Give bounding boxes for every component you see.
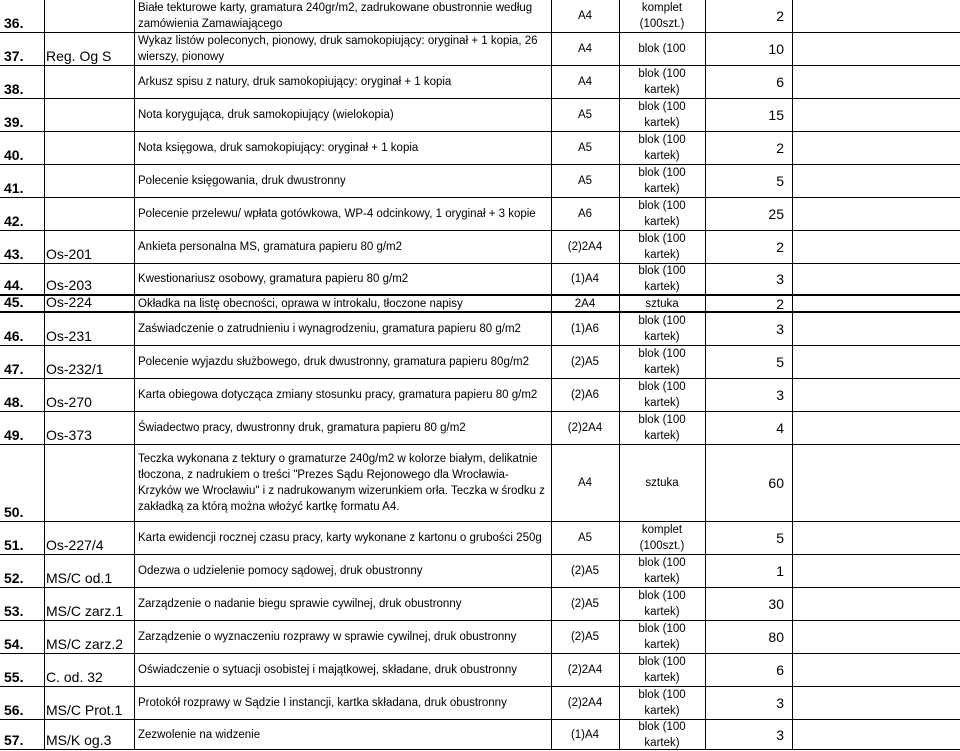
form-description: Kwestionariusz osobowy, gramatura papieru 80 g/m2: [138, 273, 409, 285]
column-divider: [134, 132, 135, 164]
column-divider: [705, 522, 706, 554]
unit-line: kartek): [644, 397, 680, 409]
column-divider: [134, 66, 135, 98]
form-description: Odezwa o udzielenie pomocy sądowej, druk obustronny: [138, 565, 423, 577]
column-divider: [705, 132, 706, 164]
column-divider: [792, 66, 793, 98]
form-symbol: Os-270: [46, 394, 92, 410]
column-divider: [44, 445, 45, 521]
form-description: Wykaz listów poleconych, pionowy, druk samokopiujący: oryginał + 1 kopia, 26 wierszy, pionowy: [138, 35, 538, 63]
unit-line: (100szt.): [639, 18, 685, 30]
table-row: [0, 687, 960, 720]
column-divider: [705, 555, 706, 587]
column-divider: [792, 231, 793, 263]
paper-format: A5: [577, 532, 593, 544]
quantity: 2: [776, 140, 784, 156]
column-divider: [44, 296, 45, 311]
column-divider: [44, 654, 45, 686]
unit-line: blok (100: [638, 623, 686, 635]
table-row: [0, 720, 960, 750]
unit-line: blok (100: [638, 590, 686, 602]
column-divider: [705, 346, 706, 378]
column-divider: [792, 99, 793, 131]
unit-line: kartek): [644, 281, 680, 293]
unit-line: blok (100: [638, 720, 686, 733]
row-number: 52.: [4, 570, 24, 586]
row-number: 49.: [4, 427, 24, 443]
form-symbol: MS/C zarz.2: [46, 636, 124, 652]
form-description: Świadectwo pracy, dwustronny druk, gramatura papieru 80 g/m2: [138, 422, 466, 434]
column-divider: [134, 687, 135, 719]
table-row: [0, 132, 960, 165]
unit-line: kartek): [644, 736, 680, 749]
form-description: Protokół rozprawy w Sądzie I instancji, kartka składana, druk obustronny: [138, 697, 507, 709]
unit-line: blok (100: [638, 656, 686, 668]
table-row: [0, 231, 960, 264]
column-divider: [134, 165, 135, 197]
row-number: 54.: [4, 636, 24, 652]
unit-line: kartek): [644, 150, 680, 162]
form-description: Białe tekturowe karty, gramatura 240gr/m2, zadrukowane obustronnie według zamówienia Zamawiającego: [138, 2, 533, 30]
form-symbol: Reg. Og S: [46, 48, 112, 64]
quantity: 3: [776, 387, 784, 403]
column-divider: [134, 379, 135, 411]
column-divider: [134, 654, 135, 686]
table-row: [0, 99, 960, 132]
table-row: [0, 654, 960, 687]
form-description: Karta obiegowa dotycząca zmiany stosunku pracy, gramatura papieru 80 g/m2: [138, 389, 538, 401]
column-divider: [792, 33, 793, 65]
unit-of-measure: [620, 621, 704, 653]
form-description: Zarządzenie o wyznaczeniu rozprawy w sprawie cywilnej, druk obustronny: [138, 631, 517, 643]
paper-format: A6: [577, 208, 593, 220]
table-row: [0, 555, 960, 588]
column-divider: [134, 296, 135, 311]
column-divider: [705, 720, 706, 749]
column-divider: [705, 231, 706, 263]
column-divider: [44, 588, 45, 620]
row-number: 42.: [4, 213, 24, 229]
form-symbol: Os-373: [46, 427, 92, 443]
unit-line: sztuka: [645, 477, 679, 489]
column-divider: [44, 0, 45, 32]
row-number: 43.: [4, 246, 24, 262]
unit-line: kartek): [644, 84, 680, 96]
quantity: 10: [768, 41, 784, 57]
unit-line: komplet: [641, 524, 683, 536]
column-divider: [134, 555, 135, 587]
unit-line: kartek): [644, 249, 680, 261]
column-divider: [705, 0, 706, 32]
form-symbol: [46, 99, 132, 131]
form-description: Zaświadczenie o zatrudnieniu i wynagrodzeniu, gramatura papieru 80 g/m2: [138, 323, 521, 335]
row-number: 45.: [4, 294, 24, 310]
column-divider: [134, 621, 135, 653]
unit-of-measure: [620, 654, 704, 686]
column-divider: [44, 165, 45, 197]
unit-of-measure: [620, 33, 704, 65]
form-description: Polecenie wyjazdu służbowego, druk dwustronny, gramatura papieru 80g/m2: [138, 356, 530, 368]
unit-line: kartek): [644, 117, 680, 129]
table-row: [0, 621, 960, 654]
quantity: 80: [768, 629, 784, 645]
unit-of-measure: [620, 198, 704, 230]
table-row: [0, 346, 960, 379]
quantity: 6: [776, 74, 784, 90]
unit-line: blok (100: [638, 315, 686, 327]
column-divider: [705, 198, 706, 230]
paper-format: 2A4: [574, 297, 596, 310]
quantity: 30: [768, 596, 784, 612]
quantity: 1: [776, 563, 784, 579]
form-description: Nota księgowa, druk samokopiujący: oryginał + 1 kopia: [138, 142, 419, 154]
table-row: [0, 33, 960, 66]
unit-of-measure: [620, 296, 704, 311]
unit-line: blok (100: [638, 68, 686, 80]
column-divider: [792, 165, 793, 197]
quantity: 60: [768, 475, 784, 491]
column-divider: [134, 231, 135, 263]
table-row: [0, 313, 960, 346]
paper-format: (2)A6: [570, 389, 600, 401]
unit-line: blok (100: [638, 414, 686, 426]
column-divider: [134, 0, 135, 32]
unit-of-measure: [620, 66, 704, 98]
unit-of-measure: [620, 588, 704, 620]
row-number: 51.: [4, 537, 24, 553]
row-number: 44.: [4, 277, 24, 293]
quantity: 2: [776, 295, 784, 312]
paper-format: (1)A6: [570, 323, 600, 335]
column-divider: [792, 264, 793, 294]
column-divider: [792, 522, 793, 554]
column-divider: [792, 654, 793, 686]
quantity: 6: [776, 662, 784, 678]
column-divider: [792, 412, 793, 444]
unit-line: kartek): [644, 183, 680, 195]
column-divider: [44, 99, 45, 131]
column-divider: [705, 313, 706, 345]
unit-line: blok (100: [638, 348, 686, 360]
form-symbol: Os-201: [46, 246, 92, 262]
table-row: [0, 0, 960, 33]
column-divider: [134, 346, 135, 378]
column-divider: [705, 687, 706, 719]
unit-line: blok (100: [638, 689, 686, 701]
quantity: 15: [768, 107, 784, 123]
column-divider: [705, 264, 706, 294]
unit-of-measure: [620, 379, 704, 411]
form-symbol: MS/C Prot.1: [46, 702, 123, 718]
paper-format: (1)A4: [570, 273, 600, 285]
column-divider: [705, 296, 706, 311]
paper-format: (2)2A4: [567, 697, 603, 709]
column-divider: [134, 522, 135, 554]
form-symbol: [46, 0, 132, 32]
row-number: 56.: [4, 702, 24, 718]
column-divider: [44, 687, 45, 719]
form-description: Polecenie przelewu/ wpłata gotówkowa, WP-4 odcinkowy, 1 oryginał + 3 kopie: [138, 208, 536, 220]
form-description: Zezwolenie na widzenie: [138, 728, 261, 741]
column-divider: [44, 132, 45, 164]
unit-line: kartek): [644, 331, 680, 343]
unit-line: kartek): [644, 705, 680, 717]
paper-format: (2)A5: [570, 565, 600, 577]
column-divider: [792, 379, 793, 411]
form-symbol: [46, 132, 132, 164]
column-divider: [705, 33, 706, 65]
column-divider: [134, 264, 135, 294]
column-divider: [134, 588, 135, 620]
row-number: 36.: [4, 15, 24, 31]
unit-line: kartek): [644, 639, 680, 651]
column-divider: [792, 445, 793, 521]
row-number: 47.: [4, 361, 24, 377]
form-symbol: [46, 165, 132, 197]
quantity: 3: [776, 726, 784, 743]
table-row: [0, 445, 960, 522]
column-divider: [705, 99, 706, 131]
form-symbol: MS/K og.3: [46, 732, 112, 748]
paper-format: (2)A5: [570, 356, 600, 368]
paper-format: A4: [577, 76, 593, 88]
paper-format: A4: [577, 477, 593, 489]
unit-of-measure: [620, 99, 704, 131]
table-row: [0, 522, 960, 555]
column-divider: [44, 346, 45, 378]
column-divider: [44, 33, 45, 65]
row-number: 39.: [4, 114, 24, 130]
row-number: 46.: [4, 328, 24, 344]
table-row: [0, 296, 960, 313]
paper-format: (2)2A4: [567, 422, 603, 434]
column-divider: [44, 379, 45, 411]
unit-of-measure: [620, 132, 704, 164]
form-description: Oświadczenie o sytuacji osobistej i majątkowej, składane, druk obustronny: [138, 664, 518, 676]
unit-line: blok (100: [638, 265, 686, 277]
form-description: Nota korygująca, druk samokopiujący (wielokopia): [138, 109, 394, 121]
unit-line: kartek): [644, 672, 680, 684]
table-row: [0, 588, 960, 621]
column-divider: [134, 33, 135, 65]
row-number: 53.: [4, 603, 24, 619]
row-number: 37.: [4, 48, 24, 64]
form-description: Ankieta personalna MS, gramatura papieru 80 g/m2: [138, 241, 403, 253]
row-number: 55.: [4, 669, 24, 685]
column-divider: [44, 198, 45, 230]
column-divider: [792, 296, 793, 311]
paper-format: (2)A5: [570, 631, 600, 643]
column-divider: [705, 165, 706, 197]
paper-format: A4: [577, 10, 593, 22]
form-symbol: [46, 198, 132, 230]
unit-line: kartek): [644, 216, 680, 228]
column-divider: [44, 66, 45, 98]
unit-line: blok (100: [638, 43, 686, 55]
column-divider: [705, 379, 706, 411]
form-symbol: Os-231: [46, 328, 92, 344]
form-symbol: MS/C zarz.1: [46, 603, 124, 619]
unit-line: komplet: [641, 2, 683, 14]
column-divider: [44, 555, 45, 587]
column-divider: [44, 720, 45, 749]
paper-format: A5: [577, 175, 593, 187]
unit-line: kartek): [644, 606, 680, 618]
column-divider: [792, 132, 793, 164]
quantity: 3: [776, 321, 784, 337]
column-divider: [705, 654, 706, 686]
quantity: 2: [776, 8, 784, 24]
unit-line: blok (100: [638, 101, 686, 113]
unit-of-measure: [620, 412, 704, 444]
unit-of-measure: [620, 555, 704, 587]
quantity: 25: [768, 206, 784, 222]
column-divider: [134, 198, 135, 230]
paper-format: A5: [577, 109, 593, 121]
row-number: 38.: [4, 81, 24, 97]
unit-line: kartek): [644, 573, 680, 585]
form-symbol: Os-203: [46, 277, 92, 293]
column-divider: [44, 412, 45, 444]
unit-line: blok (100: [638, 167, 686, 179]
unit-line: blok (100: [638, 200, 686, 212]
row-number: 50.: [4, 504, 24, 520]
column-divider: [792, 346, 793, 378]
column-divider: [705, 412, 706, 444]
quantity: 5: [776, 173, 784, 189]
column-divider: [134, 445, 135, 521]
column-divider: [44, 522, 45, 554]
row-number: 41.: [4, 180, 24, 196]
unit-of-measure: [620, 0, 704, 32]
form-symbol: MS/C od.1: [46, 570, 113, 586]
paper-format: A4: [577, 43, 593, 55]
unit-line: blok (100: [638, 233, 686, 245]
form-symbol: [46, 445, 132, 521]
unit-line: sztuka: [645, 297, 679, 310]
form-description: Teczka wykonana z tektury o gramaturze 240g/m2 w kolorze białym, delikatnie tłoczona, z nadrukiem o treści "Prezes Sądu Rejonowego dla Wrocławia-Krzyków we Wrocławiu" i z nadrukowanym wizerunkiem orła. Teczka w środku z zakładką za którą można włożyć kartkę formatu A4.: [138, 453, 545, 513]
table-row: [0, 165, 960, 198]
unit-of-measure: [620, 165, 704, 197]
unit-line: kartek): [644, 364, 680, 376]
column-divider: [44, 231, 45, 263]
paper-format: (1)A4: [570, 728, 600, 741]
form-description: Arkusz spisu z natury, druk samokopiujący: oryginał + 1 kopia: [138, 76, 452, 88]
unit-line: blok (100: [638, 381, 686, 393]
form-symbol: C. od. 32: [46, 669, 103, 685]
quantity: 5: [776, 530, 784, 546]
unit-of-measure: [620, 445, 704, 521]
form-description: Okładka na listę obecności, oprawa w introkalu, tłoczone napisy: [138, 297, 463, 310]
column-divider: [705, 445, 706, 521]
column-divider: [44, 264, 45, 294]
column-divider: [705, 621, 706, 653]
unit-of-measure: [620, 687, 704, 719]
paper-format: (2)A5: [570, 598, 600, 610]
column-divider: [705, 66, 706, 98]
form-symbol: Os-232/1: [46, 361, 104, 377]
form-description: Karta ewidencji rocznej czasu pracy, karty wykonane z kartonu o grubości 250g: [138, 532, 542, 544]
quantity: 4: [776, 420, 784, 436]
column-divider: [792, 555, 793, 587]
table-row: [0, 412, 960, 445]
form-symbol: Os-227/4: [46, 537, 104, 553]
unit-of-measure: [620, 264, 704, 294]
quantity: 2: [776, 239, 784, 255]
column-divider: [44, 313, 45, 345]
form-symbol: [46, 66, 132, 98]
table-row: [0, 379, 960, 412]
row-number: 40.: [4, 147, 24, 163]
unit-line: blok (100: [638, 134, 686, 146]
unit-of-measure: [620, 231, 704, 263]
table-row: [0, 198, 960, 231]
unit-line: (100szt.): [639, 540, 685, 552]
column-divider: [792, 0, 793, 32]
column-divider: [792, 313, 793, 345]
column-divider: [792, 621, 793, 653]
column-divider: [792, 687, 793, 719]
column-divider: [792, 720, 793, 749]
unit-of-measure: [620, 313, 704, 345]
column-divider: [44, 621, 45, 653]
column-divider: [792, 198, 793, 230]
column-divider: [134, 99, 135, 131]
paper-format: (2)2A4: [567, 664, 603, 676]
column-divider: [705, 588, 706, 620]
paper-format: A5: [577, 142, 593, 154]
paper-format: (2)2A4: [567, 241, 603, 253]
form-description: Zarządzenie o nadanie biegu sprawie cywilnej, druk obustronny: [138, 598, 462, 610]
row-number: 57.: [4, 732, 24, 748]
form-symbol: Os-224: [46, 294, 92, 310]
unit-of-measure: [620, 346, 704, 378]
quantity: 3: [776, 695, 784, 711]
form-description: Polecenie księgowania, druk dwustronny: [138, 175, 346, 187]
unit-line: blok (100: [638, 557, 686, 569]
column-divider: [134, 720, 135, 749]
table-row: [0, 66, 960, 99]
quantity: 3: [776, 271, 784, 287]
column-divider: [134, 412, 135, 444]
column-divider: [134, 313, 135, 345]
column-divider: [792, 588, 793, 620]
unit-of-measure: [620, 720, 704, 749]
quantity: 5: [776, 354, 784, 370]
unit-of-measure: [620, 522, 704, 554]
table-row: [0, 264, 960, 296]
row-number: 48.: [4, 394, 24, 410]
unit-line: kartek): [644, 430, 680, 442]
